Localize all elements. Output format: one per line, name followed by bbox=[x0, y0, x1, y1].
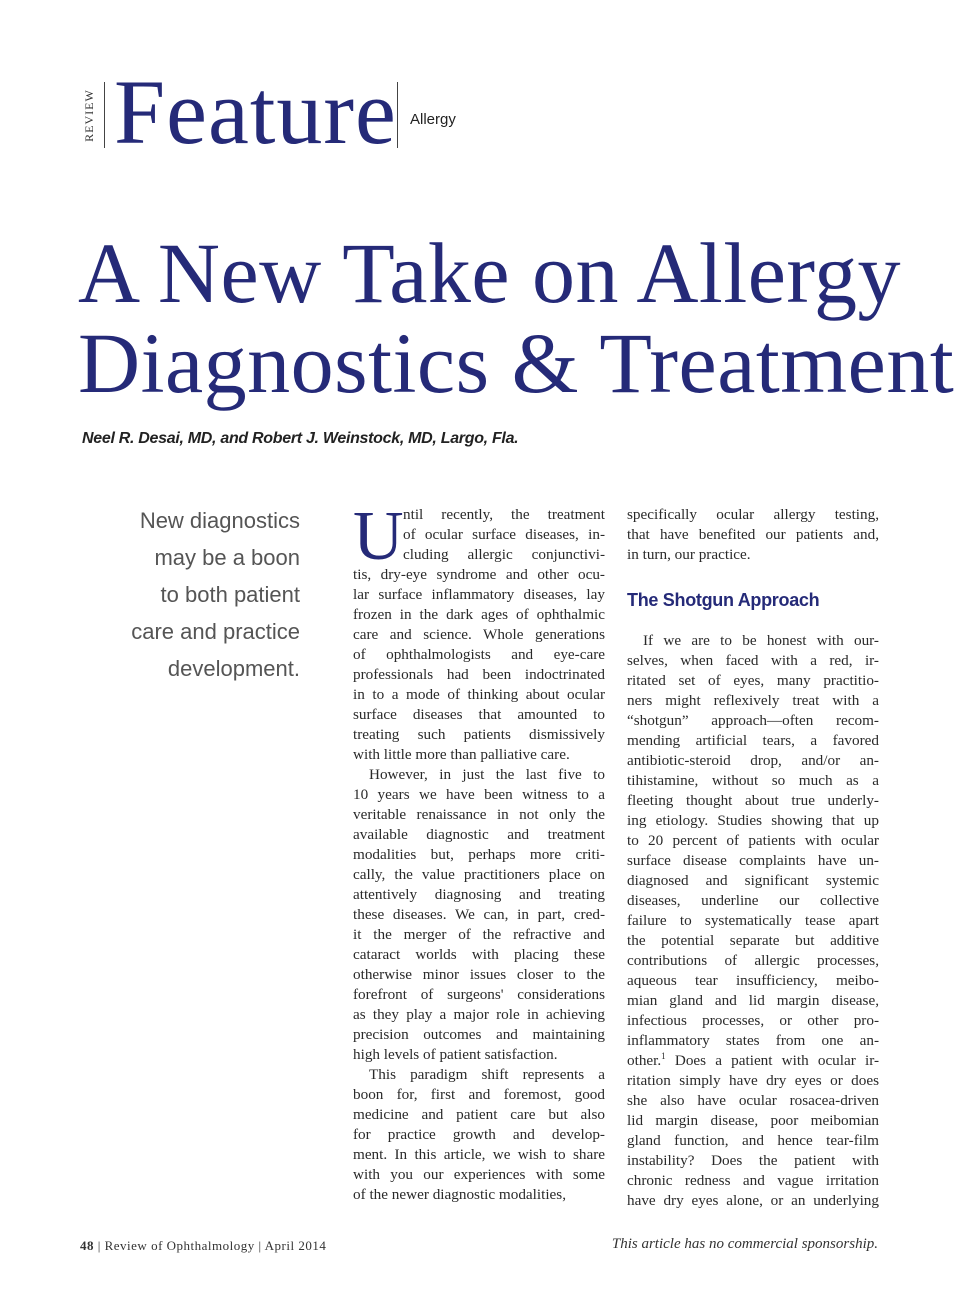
text-line: in turn, our practice. bbox=[627, 546, 751, 563]
text-line: medicine and patient care but also bbox=[353, 1106, 605, 1123]
text-line: forefront of surgeons' considerations bbox=[353, 986, 605, 1003]
text-line: ritation simply have dry eyes or does bbox=[627, 1072, 879, 1089]
footnote-reference: 1 bbox=[661, 1051, 666, 1061]
text-line: high levels of patient satisfaction. bbox=[353, 1046, 558, 1063]
page-number: 48 bbox=[80, 1238, 94, 1253]
column-2-intro bbox=[627, 505, 879, 565]
text-line: care and science. Whole generations bbox=[353, 626, 605, 643]
text-line: mending artificial tears, a favored bbox=[627, 732, 879, 749]
body-column-2 bbox=[627, 505, 879, 1211]
text-line: tis, dry-eye syndrome and other ocu- bbox=[353, 566, 605, 583]
text-line: with little more than palliative care. bbox=[353, 746, 570, 763]
drop-cap: U bbox=[353, 498, 404, 575]
text-line: chronic redness and vague irritation bbox=[627, 1172, 879, 1189]
text-line: selves, when faced with a red, ir- bbox=[627, 652, 879, 669]
text-line: of the newer diagnostic modalities, bbox=[353, 1186, 566, 1203]
pull-quote-line: development. bbox=[167, 656, 300, 681]
text-fragment: Does a patient with ocular ir- bbox=[674, 1052, 879, 1069]
text-line: inflammatory states from one an- bbox=[627, 1032, 879, 1049]
header-divider-right bbox=[397, 82, 398, 148]
footer-separator: | bbox=[97, 1238, 101, 1253]
text-line: instability? Does the patient with bbox=[627, 1152, 879, 1169]
text-line: frozen in the dark ages of ophthalmic bbox=[353, 606, 605, 623]
text-line: lar surface inflammatory diseases, lay bbox=[353, 586, 605, 603]
text-line: gland function, and hence tear-film bbox=[627, 1132, 879, 1149]
footer-separator: | bbox=[258, 1238, 262, 1253]
text-line: ing etiology. Studies showing that up bbox=[627, 812, 879, 829]
text-line: these diseases. We can, in part, cred- bbox=[353, 906, 605, 923]
review-vertical-tag bbox=[80, 82, 98, 148]
text-line: contributions of allergic processes, bbox=[627, 952, 879, 969]
text-line: infectious processes, or other pro- bbox=[627, 1012, 879, 1029]
pull-quote-line: New diagnostics bbox=[139, 508, 300, 533]
text-line: the potential separate but additive bbox=[627, 932, 879, 949]
column-1-text bbox=[353, 565, 605, 1205]
page-footer bbox=[80, 1238, 326, 1254]
pull-quote-line: care and practice bbox=[131, 619, 300, 644]
body-column-1 bbox=[353, 498, 605, 1205]
text-line: 10 years we have been witness to a bbox=[353, 786, 605, 803]
text-line: for practice growth and develop- bbox=[353, 1126, 605, 1143]
text-line: treating such patients dismissively bbox=[353, 726, 605, 743]
text-line: that have benefited our patients and, bbox=[627, 526, 879, 543]
section-subheading: The Shotgun Approach bbox=[627, 590, 820, 610]
text-line: specifically ocular allergy testing, bbox=[627, 506, 879, 523]
text-line: professionals had been indoctrinated bbox=[353, 666, 605, 683]
text-line: attentively diagnosing and treating bbox=[353, 886, 605, 903]
text-line: cataract worlds with placing these bbox=[353, 946, 605, 963]
text-line: ritated set of eyes, many practitio- bbox=[627, 672, 879, 689]
text-line: of ocular surface diseases, in- bbox=[403, 526, 605, 543]
text-line: antibiotic-steroid drop, and/or an- bbox=[627, 752, 879, 769]
text-line: “shotgun” approach—often recom- bbox=[627, 712, 879, 729]
article-title bbox=[78, 225, 955, 411]
text-line: However, in just the last five to bbox=[369, 766, 605, 783]
text-line: diagnosed and significant systemic bbox=[627, 872, 879, 889]
column-2-text bbox=[627, 631, 879, 1211]
text-line: to 20 percent of patients with ocular bbox=[627, 832, 879, 849]
feature-heading: Feature bbox=[114, 61, 397, 163]
text-line: ners might reflexively treat with a bbox=[627, 692, 879, 709]
text-line: ntil recently, the treatment bbox=[403, 506, 605, 523]
text-line: tihistamine, without so much as a bbox=[627, 772, 879, 789]
text-line: surface diseases that amounted to bbox=[353, 706, 605, 723]
text-line bbox=[627, 1051, 879, 1071]
title-line-2: Diagnostics & Treatment bbox=[78, 315, 955, 411]
text-line: she also have ocular rosacea-driven bbox=[627, 1092, 879, 1109]
pull-quote-line: may be a boon bbox=[154, 545, 300, 570]
pull-quote bbox=[110, 502, 300, 687]
text-line: diseases, underline our collective bbox=[627, 892, 879, 909]
text-line: cluding allergic conjunctivi- bbox=[403, 546, 605, 563]
text-line: mian gland and lid margin disease, bbox=[627, 992, 879, 1009]
text-line: otherwise minor issues closer to the bbox=[353, 966, 605, 983]
text-line: aqueous tear insufficiency, meibo- bbox=[627, 972, 879, 989]
text-line: precision outcomes and maintaining bbox=[353, 1026, 605, 1043]
text-line: it the merger of the refractive and bbox=[353, 926, 605, 943]
pull-quote-line: to both patient bbox=[160, 582, 300, 607]
text-line: with you our experiences with some bbox=[353, 1166, 605, 1183]
issue-date: April 2014 bbox=[264, 1238, 327, 1253]
text-line: cally, the value practitioners place on bbox=[353, 866, 605, 883]
section-label: Allergy bbox=[410, 111, 456, 128]
author-byline: Neel R. Desai, MD, and Robert J. Weinstock, MD, Largo, Fla. bbox=[82, 430, 519, 447]
journal-name: Review of Ophthalmology bbox=[104, 1238, 255, 1253]
text-line: fleeting thought about true underly- bbox=[627, 792, 879, 809]
text-line: in to a mode of thinking about ocular bbox=[353, 686, 605, 703]
text-line: lid margin disease, poor meibomian bbox=[627, 1112, 879, 1129]
text-line: failure to systematically tease apart bbox=[627, 912, 879, 929]
text-fragment: other. bbox=[627, 1052, 662, 1069]
text-line: boon for, first and foremost, good bbox=[353, 1086, 605, 1103]
sponsorship-note: This article has no commercial sponsorship. bbox=[611, 1236, 878, 1252]
header-divider-left bbox=[104, 82, 105, 148]
text-line: veritable renaissance in not only the bbox=[353, 806, 605, 823]
text-line: as they play a major role in achieving bbox=[353, 1006, 605, 1023]
text-line: This paradigm shift represents a bbox=[369, 1066, 605, 1083]
text-line: of ophthalmologists and eye-care bbox=[353, 646, 605, 663]
text-line: modalities but, perhaps more criti- bbox=[353, 846, 605, 863]
title-line-1: A New Take on Allergy bbox=[78, 225, 901, 321]
text-line: If we are to be honest with our- bbox=[643, 632, 879, 649]
review-tag-text: REVIEW bbox=[81, 88, 96, 142]
text-line: have dry eyes alone, or an underlying bbox=[627, 1192, 879, 1209]
text-line: ment. In this article, we wish to share bbox=[353, 1146, 605, 1163]
text-line: surface disease complaints have un- bbox=[627, 852, 879, 869]
text-line: available diagnostic and treatment bbox=[353, 826, 605, 843]
